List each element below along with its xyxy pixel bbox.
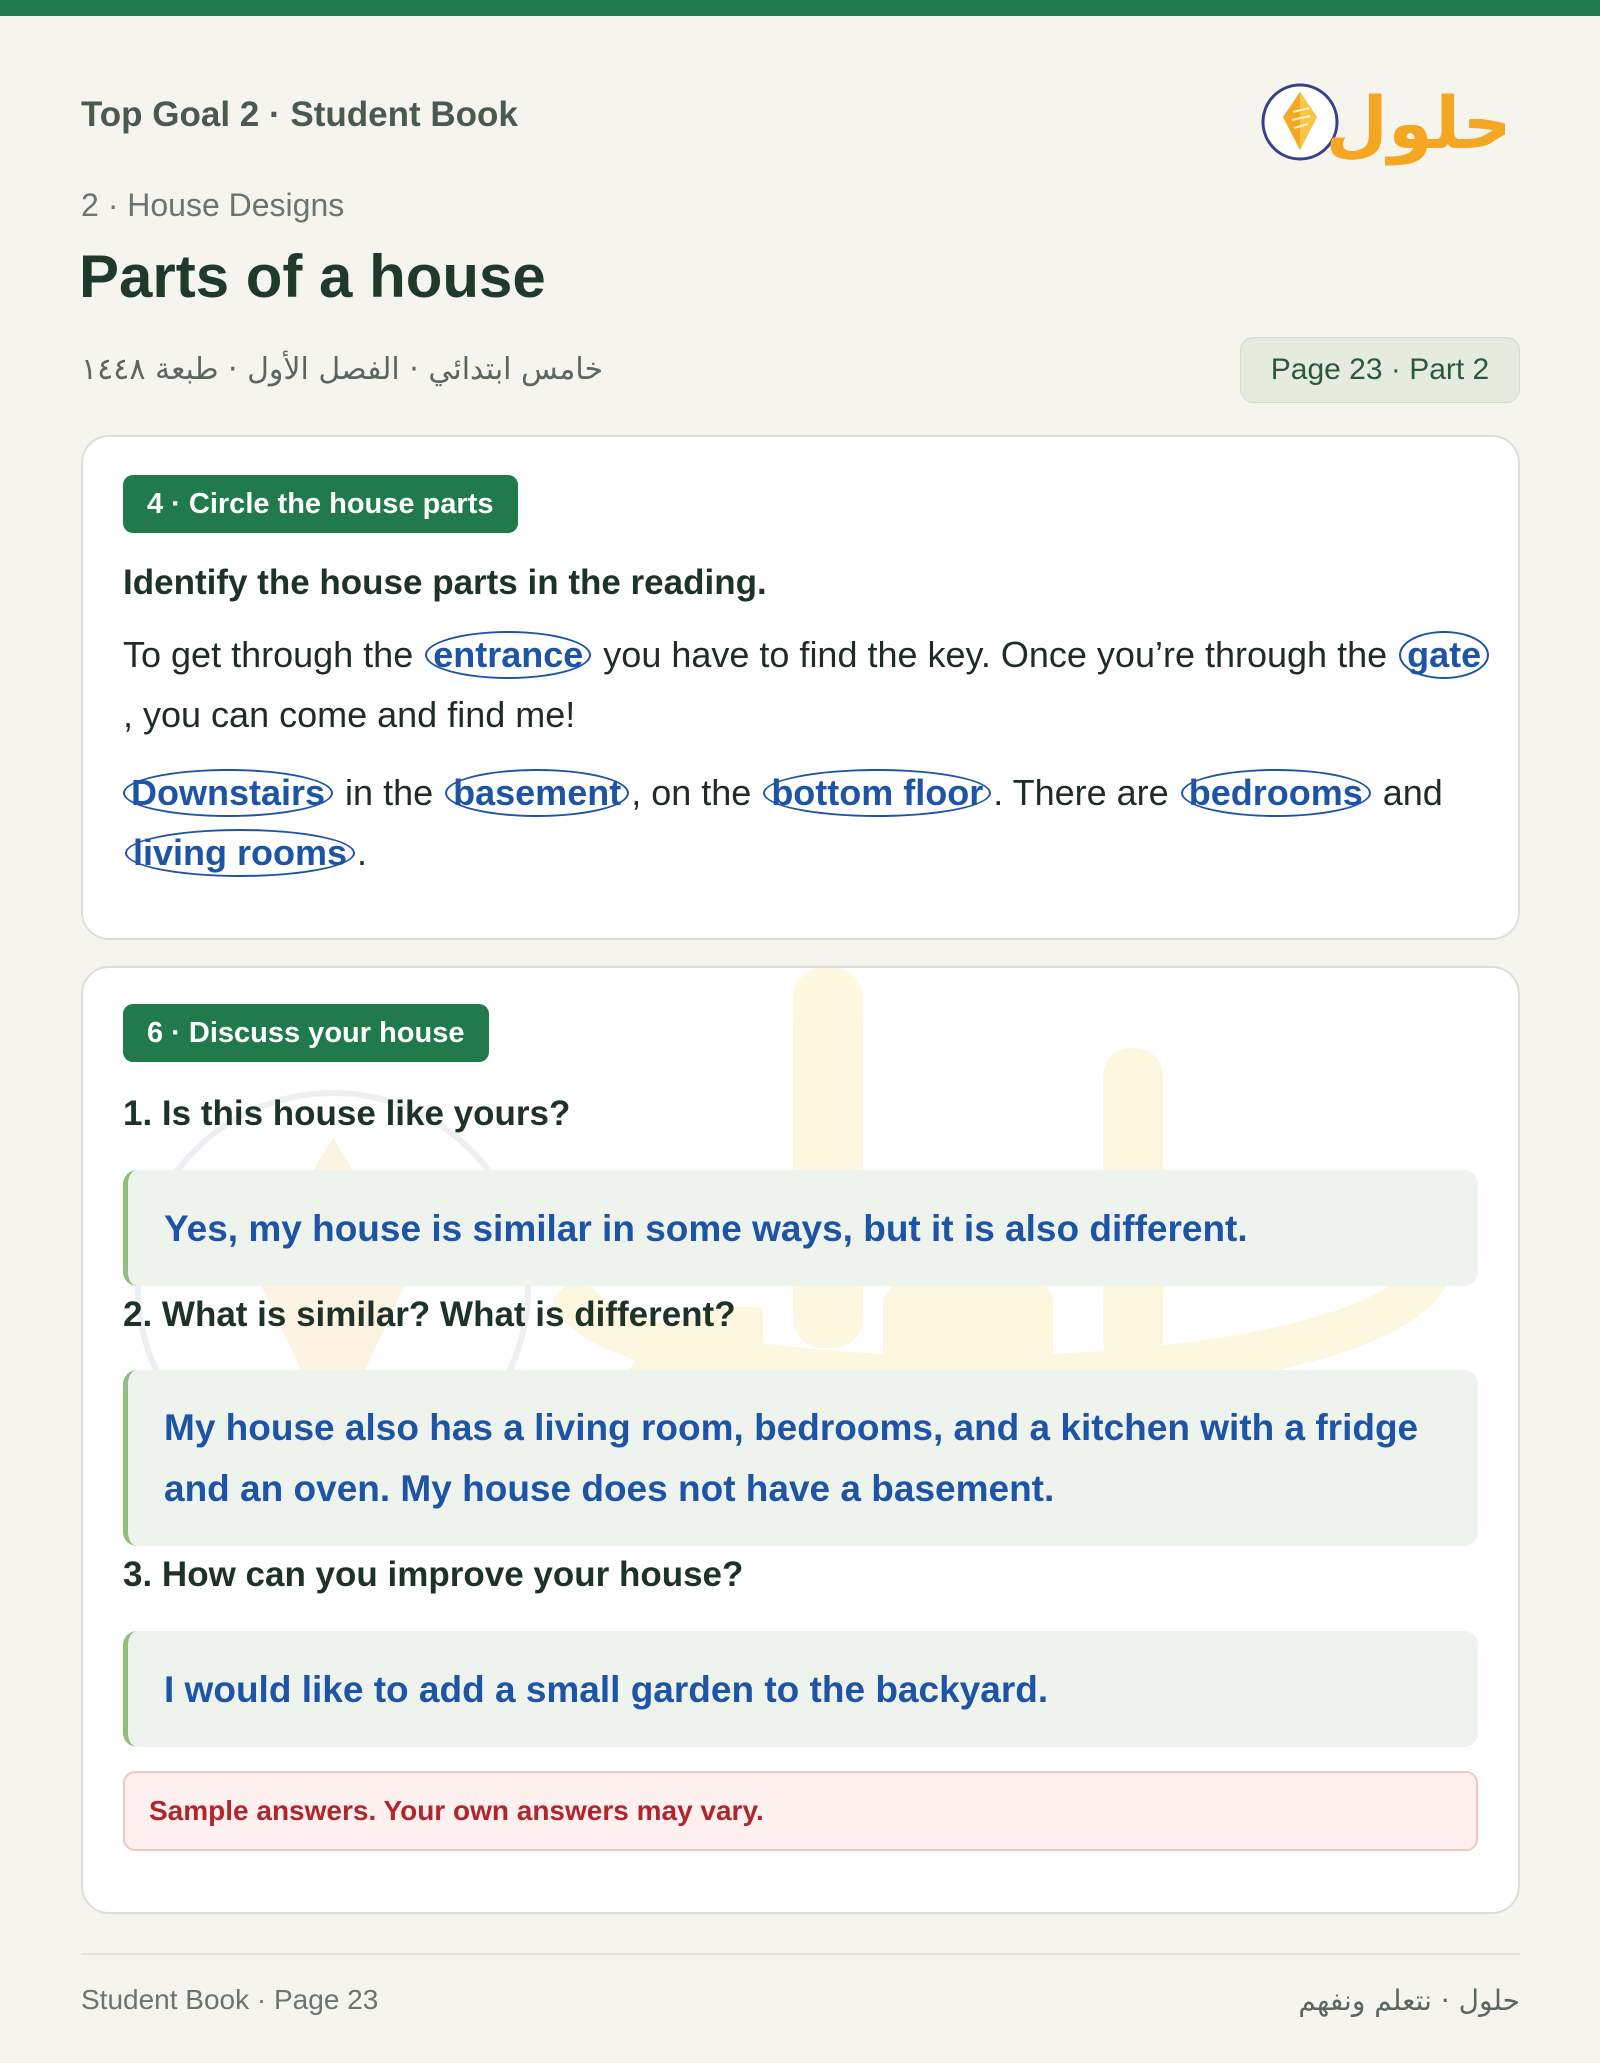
reading-text: . There are (993, 772, 1179, 813)
circled-word-bedrooms[interactable]: bedrooms (1181, 769, 1371, 817)
question-1: 1. Is this house like yours? (123, 1094, 571, 1133)
reading-text: you have to find the key. Once you’re through the (593, 634, 1398, 675)
exercise-4-instruction: Identify the house parts in the reading. (123, 563, 767, 602)
circled-word-entrance[interactable]: entrance (425, 631, 591, 679)
question-3: 3. How can you improve your house? (123, 1555, 744, 1594)
book-title: Top Goal 2 · Student Book (81, 95, 518, 134)
reading-paragraph-2 (123, 763, 1493, 883)
unit-label: 2 · House Designs (81, 187, 345, 223)
reading-text: and (1372, 772, 1443, 813)
sample-answers-note: Sample answers. Your own answers may vary. (123, 1771, 1478, 1851)
circled-word-gate[interactable]: gate (1399, 631, 1489, 679)
top-accent-bar (0, 0, 1600, 16)
footer-page-label: Student Book · Page 23 (81, 1984, 379, 2015)
circled-word-basement[interactable]: basement (445, 769, 629, 817)
reading-text: . (357, 832, 368, 873)
grade-term-subtitle: خامس ابتدائي · الفصل الأول · طبعة ١٤٤٨ (81, 352, 604, 387)
exercise-4-label: 4 · Circle the house parts (123, 475, 518, 533)
reading-text: To get through the (123, 634, 424, 675)
circled-word-downstairs[interactable]: Downstairs (123, 769, 333, 817)
footer-divider (81, 1953, 1520, 1955)
reading-paragraph-1 (123, 625, 1493, 745)
footer-brand-tagline: حلول · نتعلم ونفهم (1298, 1984, 1520, 2017)
answer-1[interactable]: Yes, my house is similar in some ways, but it is also different. (123, 1170, 1478, 1286)
hulul-logo (1255, 62, 1505, 170)
exercise-6-label: 6 · Discuss your house (123, 1004, 489, 1062)
answer-3[interactable]: I would like to add a small garden to the backyard. (123, 1631, 1478, 1747)
reading-text: in the (335, 772, 444, 813)
exercise-4-card (81, 435, 1520, 940)
answer-2[interactable]: My house also has a living room, bedrooms, and a kitchen with a fridge and an oven. My house does not have a basement. (123, 1370, 1478, 1546)
circled-word-living-rooms[interactable]: living rooms (125, 829, 355, 877)
exercise-6-card (81, 966, 1520, 1914)
page-badge: Page 23 · Part 2 (1240, 337, 1520, 403)
page-title: Parts of a house (79, 243, 546, 310)
reading-text: , you can come and find me! (123, 694, 576, 735)
reading-text: , on the (631, 772, 762, 813)
question-2: 2. What is similar? What is different? (123, 1295, 736, 1334)
circled-word-bottom-floor[interactable]: bottom floor (763, 769, 991, 817)
logo-text: حلول (1325, 81, 1505, 165)
